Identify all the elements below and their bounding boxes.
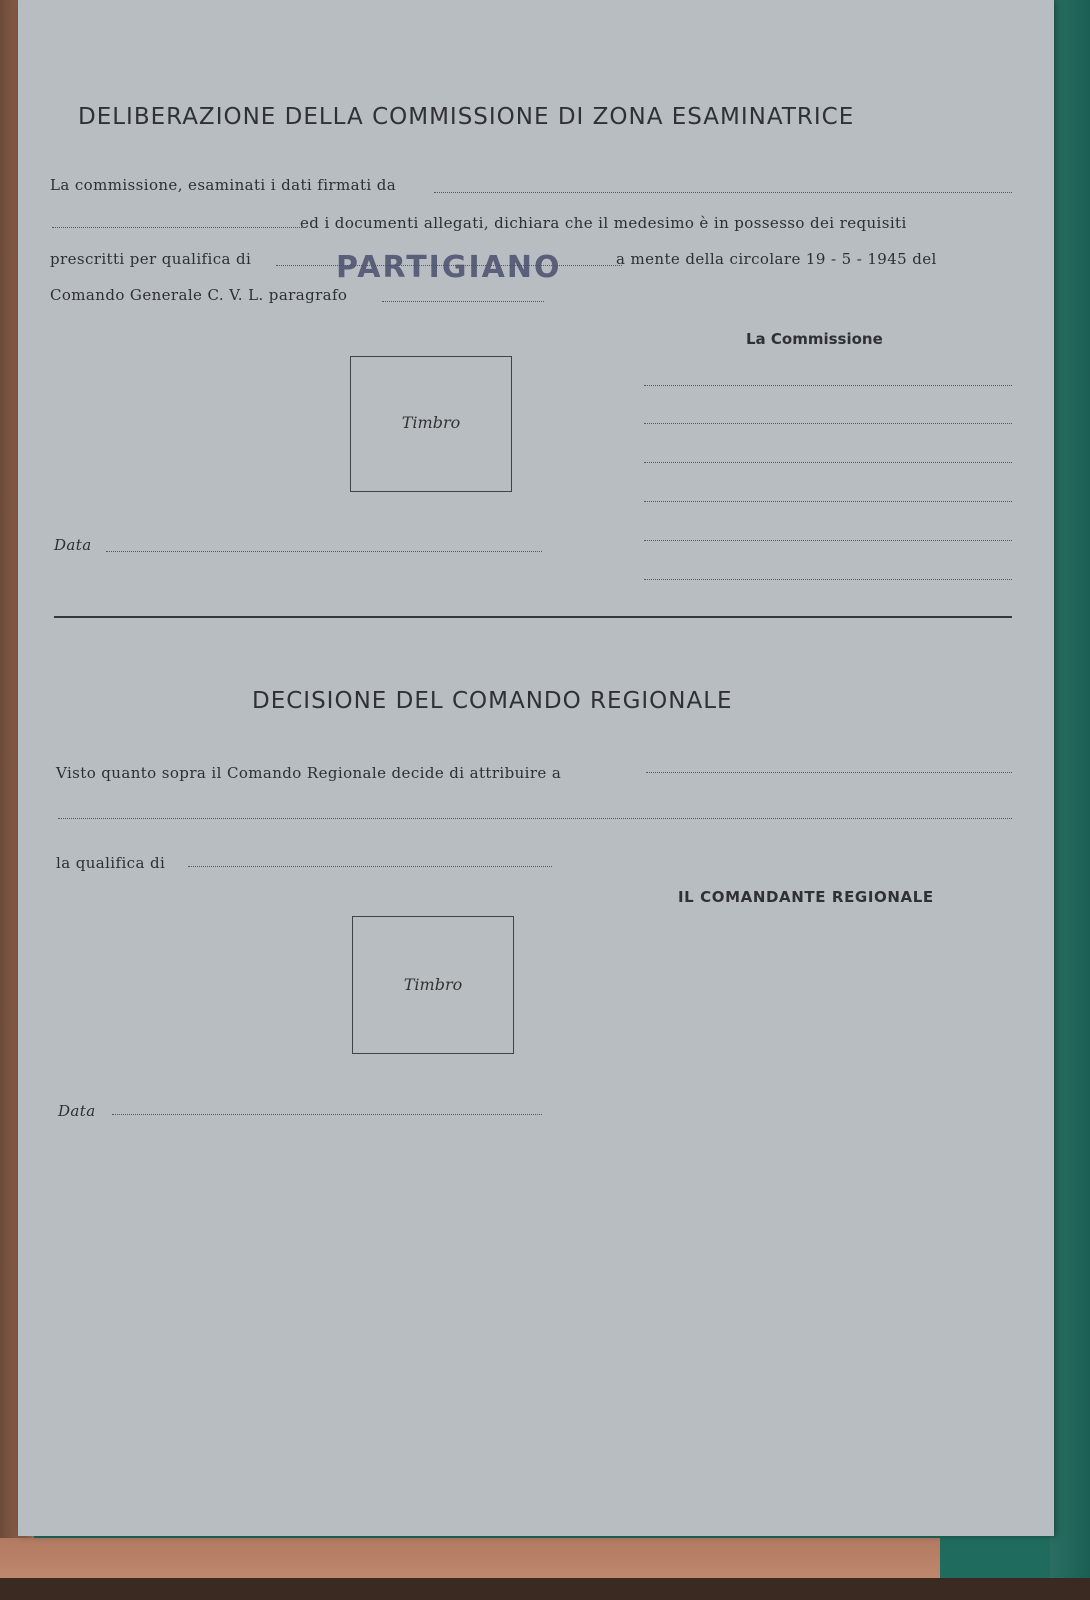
section1-line3a: prescritti per qualifica di [50,250,252,268]
commission-signature-line-1[interactable] [644,385,1012,386]
section1-line2: ed i documenti allegati, dichiara che il medesimo è in possesso dei requisiti [300,214,907,232]
section1-line4: Comando Generale C. V. L. paragrafo [50,286,348,304]
date-label-2: Data [58,1102,96,1120]
section-divider [54,616,1012,618]
signer-name-continuation-field[interactable] [52,227,302,228]
background-table-right [1050,0,1090,1600]
commission-signature-line-6[interactable] [644,579,1012,580]
stamp-label-2: Timbro [403,975,463,994]
form-sheet [18,0,1054,1536]
date-field-2[interactable] [112,1114,542,1115]
commission-signature-line-5[interactable] [644,540,1012,541]
section1-line1: La commissione, esaminati i dati firmati da [50,176,397,194]
assigned-qualification-field[interactable] [188,866,552,867]
commission-signature-line-3[interactable] [644,462,1012,463]
commander-label: IL COMANDANTE REGIONALE [678,888,934,906]
section2-line1: Visto quanto sopra il Comando Regionale decide di attribuire a [56,764,562,782]
recipient-continuation-field[interactable] [58,818,1012,819]
section1-line3b: a mente della circolare 19 - 5 - 1945 del [616,250,937,268]
section1-title: DELIBERAZIONE DELLA COMMISSIONE DI ZONA ESAMINATRICE [78,104,855,130]
partigiano-rubber-stamp: PARTIGIANO [336,250,562,285]
stamp-box-2 [352,916,514,1054]
commission-label: La Commissione [746,330,883,348]
paragraph-field[interactable] [382,301,544,302]
commission-signature-line-4[interactable] [644,501,1012,502]
background-bottom-band [0,1578,1090,1600]
date-label-1: Data [54,536,92,554]
stamp-label-1: Timbro [401,413,461,432]
recipient-field[interactable] [646,772,1012,773]
stamp-box-1 [350,356,512,492]
commission-signature-line-2[interactable] [644,423,1012,424]
section2-title: DECISIONE DEL COMANDO REGIONALE [252,688,733,714]
section2-line2: la qualifica di [56,854,166,872]
date-field-1[interactable] [106,551,542,552]
signer-name-field[interactable] [434,192,1012,193]
